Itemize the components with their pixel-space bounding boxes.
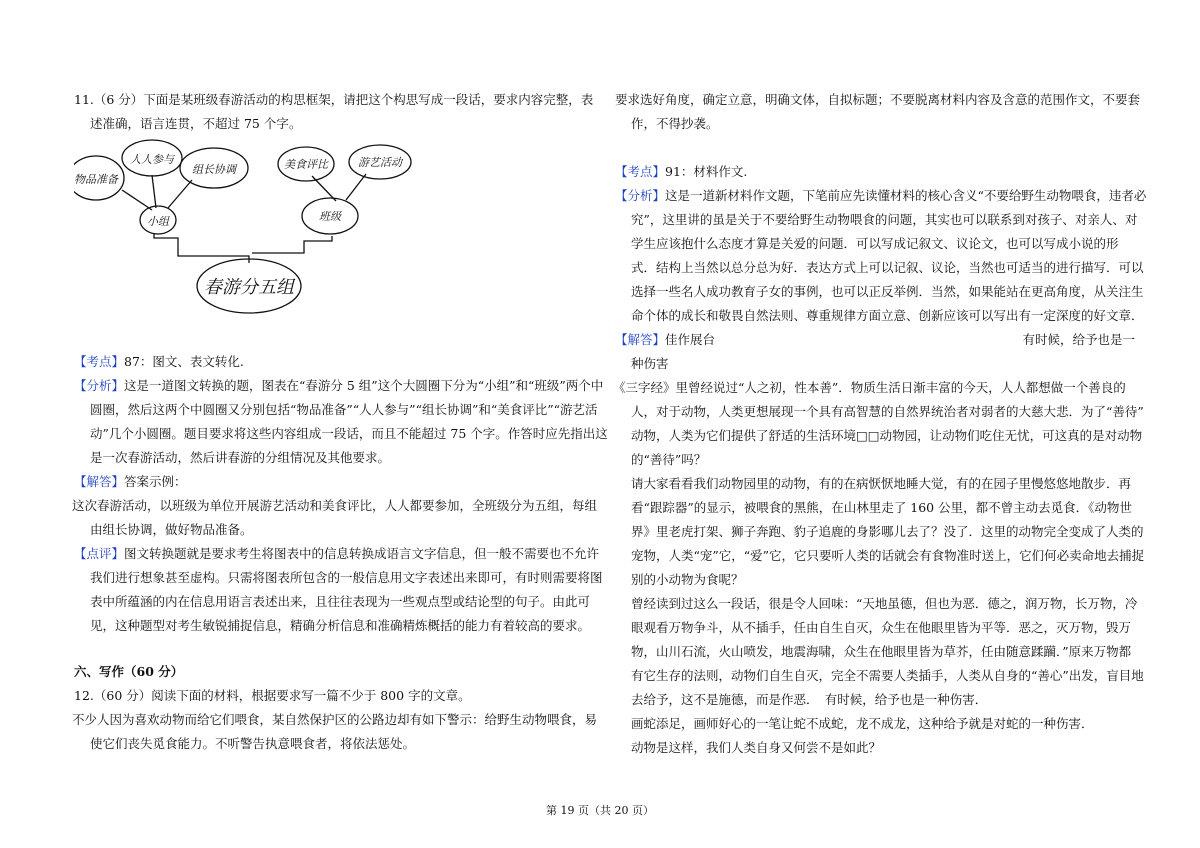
kaodian-text: 87：图文、表文转化.: [124, 354, 244, 369]
label-zuzhang: 组长协调: [192, 163, 236, 176]
label-meishi: 美食评比: [284, 158, 328, 171]
q12-line3: 使它们丧失觅食能力。不听警告执意喂食者，将依法惩处。: [90, 736, 416, 751]
req-line1: 要求选好角度，确定立意，明确文体，自拟标题；不要脱离材料内容及含意的范围作文，不要套: [615, 92, 1141, 107]
fenxi-left-line3: 动”几个小圆圈。题目要求将这些内容组成一段话，而且不能超过 75 个字。作答时应先指出这: [90, 426, 608, 441]
q12-line2: 不少人因为喜欢动物而给它们喂食，某自然保护区的公路边却有如下警示：给野生动物喂食，易: [72, 712, 598, 727]
fenxi-right-tag: 【分析】: [615, 188, 666, 203]
essay-line6: 请大家看看我们动物园里的动物，有的在病恹恹地睡大觉，有的在园子里慢悠悠地散步．再: [631, 476, 1132, 491]
kaodian-right-tag: 【考点】: [615, 164, 666, 179]
essay-line4: 动物，人类为它们提供了舒适的生活环境□□动物园，让动物们吃住无忧，可这真的是对动物: [631, 428, 1143, 443]
fenxi-right-line6: 命个体的成长和敬畏自然法则、尊重规律方面立意、创新应该可以写出有一定深度的好文章．: [631, 308, 1144, 323]
essay-title-part1: 有时候，给予也是一: [1022, 332, 1135, 347]
edge-wupin-xiaozu: [122, 190, 152, 210]
essay-line1: 种伤害: [631, 356, 669, 371]
section-heading-writing: 六、写作（60 分）: [74, 664, 184, 679]
dianping-line4: 见，这种题型对考生敏锐捕捉信息，精确分析信息和准确精炼概括的能力有着较高的要求。: [90, 618, 591, 633]
fenxi-left-line4: 是一次春游活动，然后讲春游的分组情况及其他要求。: [90, 450, 391, 465]
fenxi-tag: 【分析】: [74, 378, 125, 393]
fenxi-right-line3: 学生应该抱什么态度才算是关爱的问题．可以写成记叙文、议论文，也可以写成小说的形: [631, 236, 1119, 251]
essay-line11: 曾经读到过这么一段话，很是令人回味：“天地虽德，但也为恶．德之，润万物，长万物，冷: [631, 596, 1138, 611]
essay-line10: 别的小动物为食呢？: [631, 572, 744, 587]
jieda-right-text: 佳作展台: [665, 332, 716, 347]
fenxi-right-text-1: 这是一道新材料作文题，下笔前应先读懂材料的核心含义“不要给野生动物喂食，违者必: [665, 188, 1147, 203]
edge-renren-xiaozu: [152, 175, 156, 208]
fenxi-right-line1: [615, 184, 1146, 208]
label-wupin: 物品准备: [74, 173, 118, 186]
page-footer: 第 19 页（共 20 页）: [546, 804, 654, 817]
q12-line1: 12.（60 分）阅读下面的材料，根据要求写一篇不少于 800 字的文章。: [74, 688, 471, 703]
jieda-right-tag: 【解答】: [615, 332, 666, 347]
jieda-right: [615, 328, 1135, 352]
edge-xiaozu-main: [154, 233, 249, 263]
dianping-line2: 我们进行想象甚至虚构。只需将图表所包含的一般信息用文字表述出来即可，有时则需要将图: [90, 570, 603, 585]
answer-line2: 由组长协调，做好物品准备。: [90, 522, 253, 537]
jieda-left: [74, 470, 187, 494]
essay-line13: 物，山川石流，火山喷发，地震海啸，众生在他眼里皆为草芥，任由随意蹂躏．”原来万物都: [631, 644, 1132, 659]
dianping-text-1: 图文转换题就是要求考生将图表中的信息转换成语言文字信息，但一般不需要也不允许: [124, 546, 600, 561]
label-xiaozu: 小组: [147, 215, 169, 228]
q11-line2: 述准确，语言连贯，不超过 75 个字。: [90, 116, 302, 131]
label-main: 春游分五组: [204, 277, 294, 298]
req-line2: 作，不得抄袭。: [631, 116, 719, 131]
essay-line8: 界》里老虎打架、狮子奔跑、豹子追鹿的身影哪儿去了？没了．这里的动物完全变成了人类的: [631, 524, 1144, 539]
fenxi-right-line2: 究”，这里讲的虽是关于不要给野生动物喂食的问题，其实也可以联系到对孩子、对亲人、对: [631, 212, 1138, 227]
essay-line7: 看“跟踪器”的显示，被喂食的黑熊，在山林里走了 160 公里，都不曾主动去觅食．《动物世: [631, 500, 1132, 515]
essay-line17: 动物是这样，我们人类自身又何尝不是如此？: [631, 740, 882, 755]
kaodian-left: [74, 350, 244, 374]
essay-line12: 眼观看万物争斗，从不插手，任由自生自灭，众生在他眼里皆为平等．恶之，灭万物，毁万: [631, 620, 1132, 635]
kaodian-right-text: 91：材料作文.: [665, 164, 748, 179]
essay-line5: 的“善待”吗？: [631, 452, 707, 467]
dianping-line1: [74, 542, 599, 566]
fenxi-left-line1: [74, 374, 603, 398]
essay-line3: 人，对于动物，人类更想展现一个具有高智慧的自然界统治者对弱者的大慈大悲．为了“善待”: [631, 404, 1144, 419]
fenxi-left-line2: 圆圈，然后这两个中圆圈又分别包括“物品准备”“人人参与”“组长协调”和“美食评比”“游艺活: [90, 402, 598, 417]
jieda-tag: 【解答】: [74, 474, 125, 489]
mind-map-diagram: [74, 138, 474, 338]
essay-line15: 去给予，这不是施德，而是作恶． 有时候，给予也是一种伤害．: [631, 692, 988, 707]
label-renren: 人人参与: [130, 153, 174, 166]
dianping-tag: 【点评】: [74, 546, 125, 561]
kaodian-tag: 【考点】: [74, 354, 125, 369]
essay-line16: 画蛇添足，画师好心的一笔让蛇不成蛇，龙不成龙，这种给予就是对蛇的一种伤害．: [631, 716, 1094, 731]
q11-line1: 11.（6 分）下面是某班级春游活动的构思框架，请把这个构思写成一段话，要求内容完整，表: [74, 92, 594, 107]
label-banji: 班级: [319, 210, 341, 223]
edge-zuzhang-xiaozu: [168, 180, 192, 208]
edge-youyi-banji: [346, 174, 366, 200]
essay-line14: 有它生存的法则，动物们自生自灭，完全不需要人类插手，人类从自身的“善心”出发，盲目地: [631, 668, 1144, 683]
fenxi-right-line4: 式．结构上当然以总分总为好．表达方式上可以记叙、议论，当然也可适当的进行描写．可以: [631, 260, 1144, 275]
fenxi-right-line5: 选择一些名人成功教育子女的事例，也可以正反举例．当然，如果能站在更高角度，从关注生: [631, 284, 1144, 299]
kaodian-right: [615, 160, 747, 184]
label-youyi: 游艺活动: [358, 156, 402, 169]
fenxi-text-1: 这是一道图文转换的题，图表在“春游分 5 组”这个大圆圈下分为“小组”和“班级”两个中: [124, 378, 604, 393]
dianping-line3: 表中所蕴涵的内在信息用语言表述出来，且往往表现为一些观点型或结论型的句子。由此可: [90, 594, 591, 609]
essay-line9: 宠物，人类“宠”它，“爱”它，它只要听人类的话就会有食物准时送上，它们何必卖命地去捕捉: [631, 548, 1145, 563]
jieda-text: 答案示例：: [124, 474, 187, 489]
answer-line1: 这次春游活动，以班级为单位开展游艺活动和美食评比，人人都要参加，全班级分为五组，每组: [72, 498, 598, 513]
essay-line2: 《三字经》里曾经说过“人之初，性本善”．物质生活日渐丰富的今天，人人都想做一个善良的: [613, 380, 1126, 395]
edge-banji-main: [252, 236, 332, 253]
